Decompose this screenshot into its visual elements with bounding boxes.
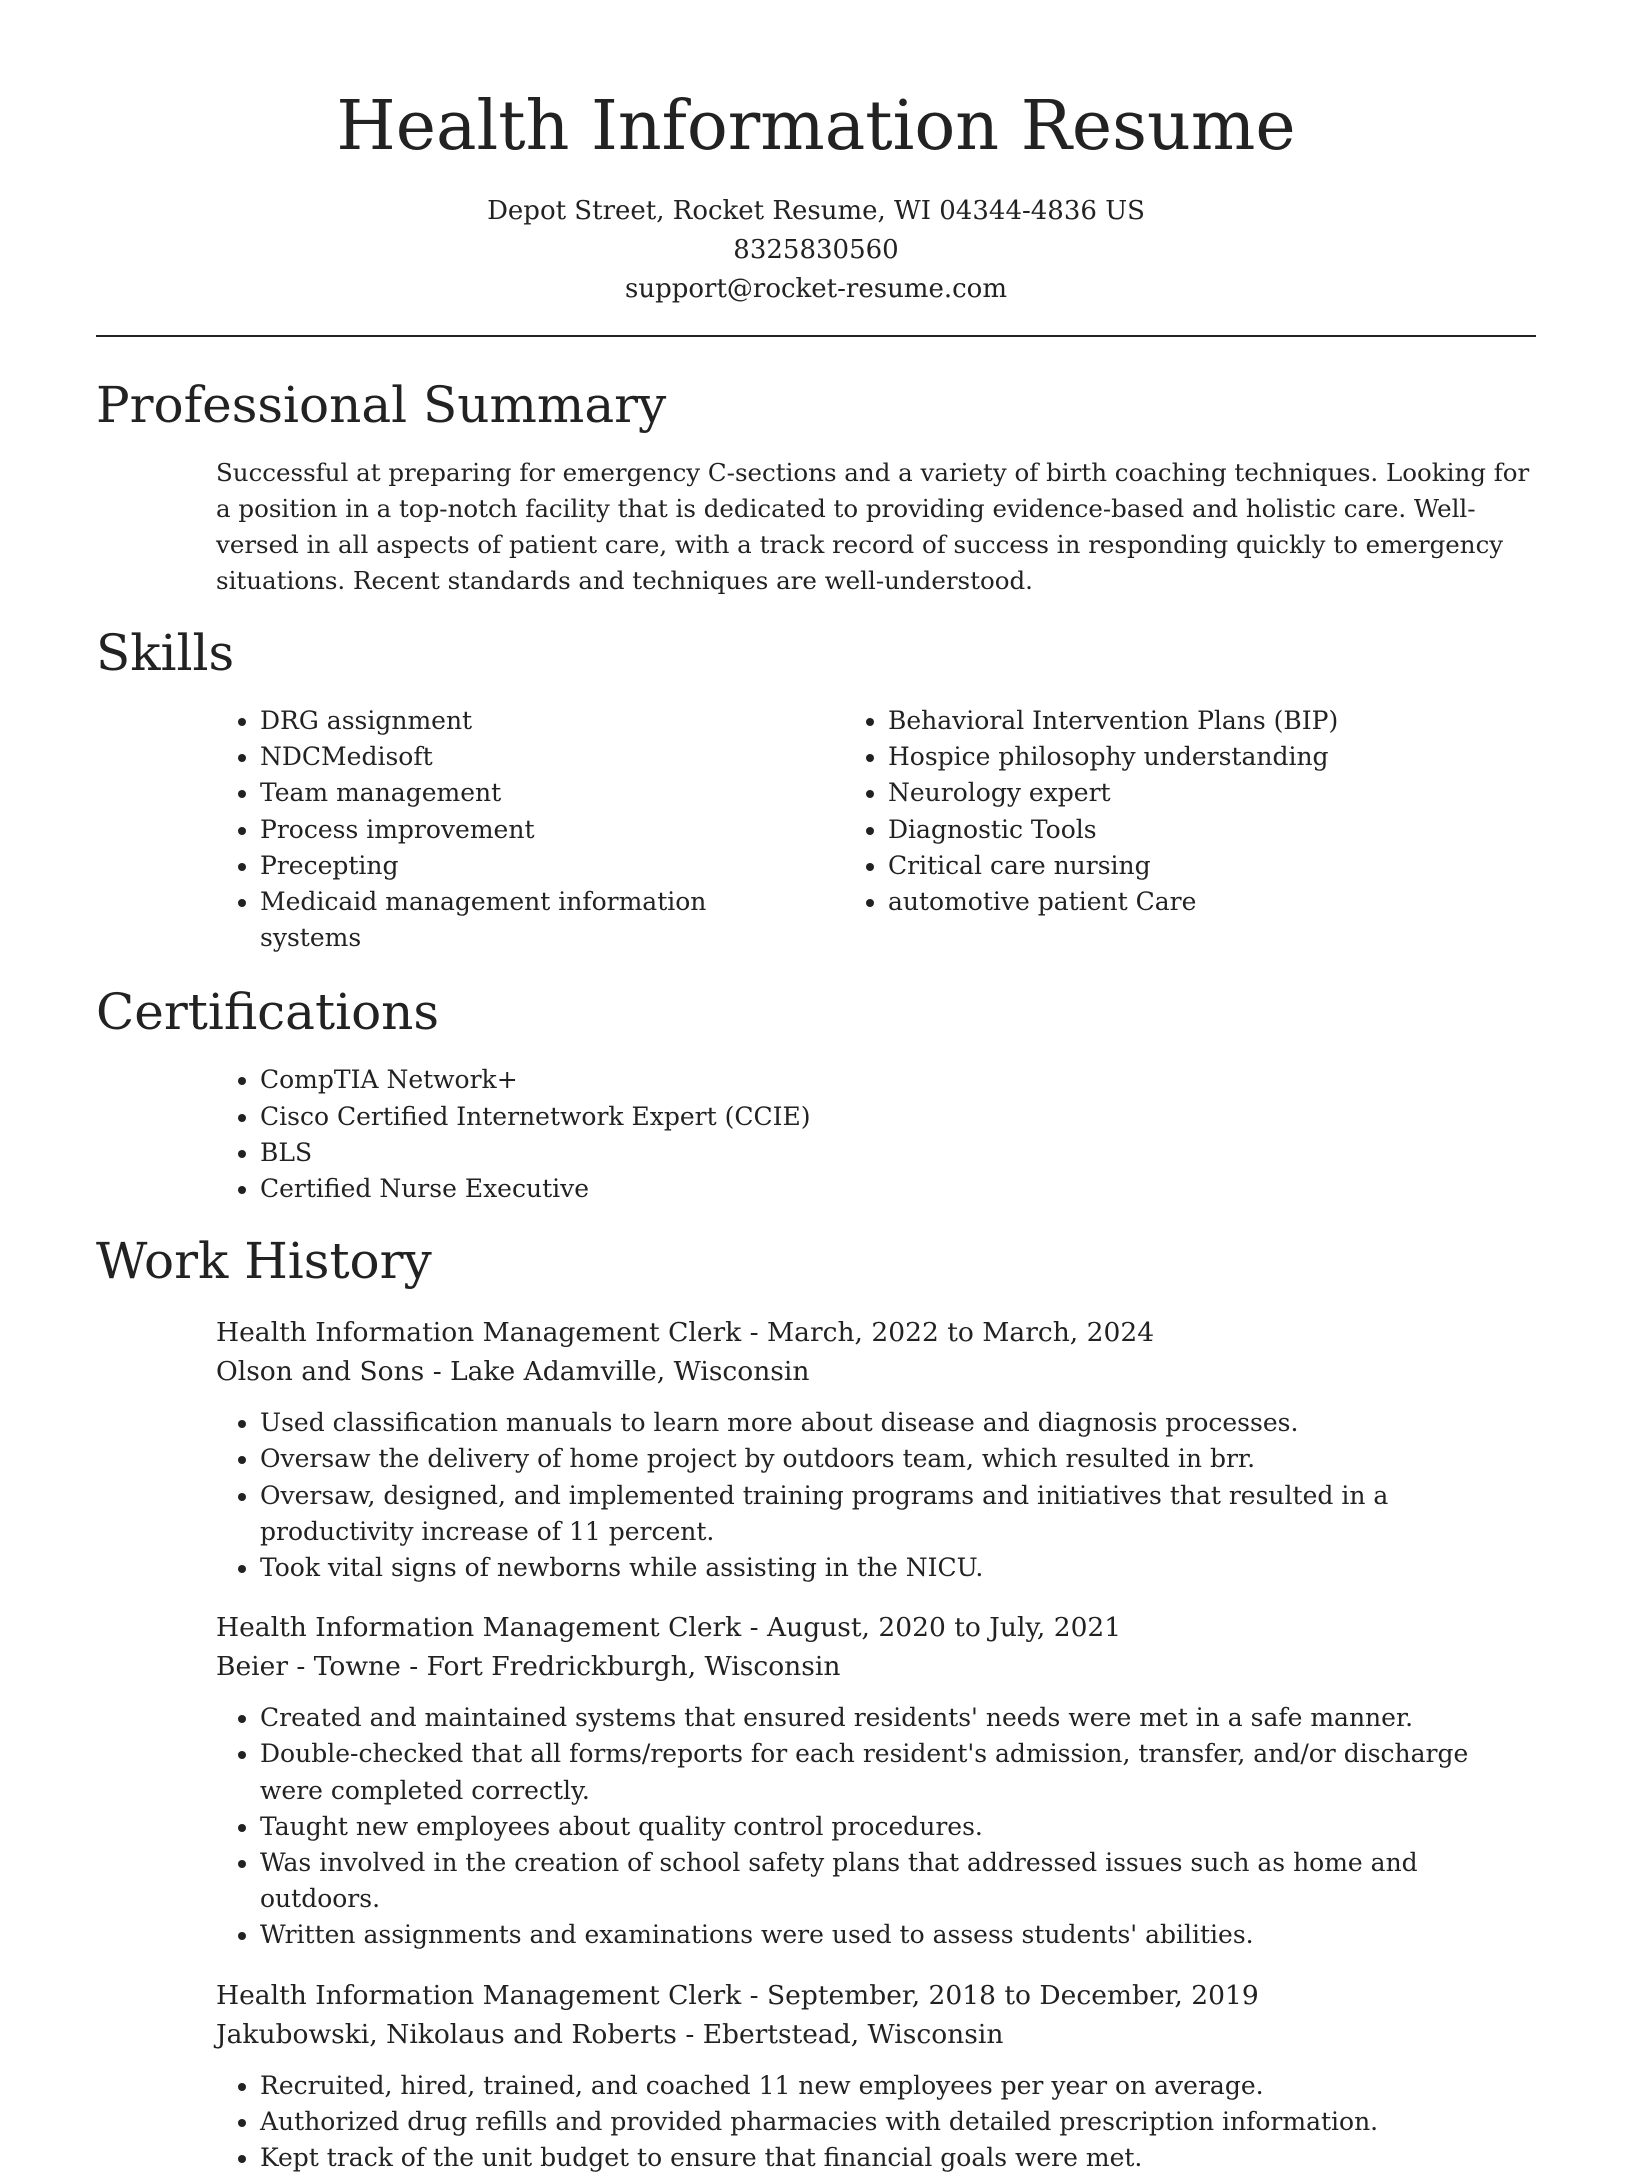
skill-item: • NDCMedisoft (260, 739, 746, 775)
job-title-line: Health Information Management Clerk - August, 2020 to July, 2021 (216, 1612, 1122, 1644)
skill-item: • Hospice philosophy understanding (888, 739, 1338, 775)
skills-list (96, 703, 1536, 956)
job-bullet: • Taught new employees about quality control procedures. (260, 1809, 1536, 1845)
job-title-line: Health Information Management Clerk - September, 2018 to December, 2019 (216, 1979, 1259, 2011)
contact-email: support@rocket-resume.com (624, 274, 1007, 304)
job-company-line: Beier - Towne - Fort Fredrickburgh, Wisconsin (216, 1651, 841, 1683)
skill-item: • Neurology expert (888, 775, 1338, 811)
job-bullets (216, 1700, 1536, 1953)
job-bullet: • Created and maintained systems that ensured residents' needs were met in a safe manner. (260, 1700, 1536, 1736)
job-bullet: • Authorized drug refills and provided pharmacies with detailed prescription information. (260, 2104, 1536, 2140)
certification-item: • Certified Nurse Executive (260, 1171, 1536, 1207)
skill-item: • Critical care nursing (888, 848, 1338, 884)
skill-item: • Diagnostic Tools (888, 812, 1338, 848)
job-entry (216, 1976, 1536, 2176)
job-bullet: • Was involved in the creation of school safety plans that addressed issues such as home and outdoors. (260, 1845, 1536, 1917)
job-company-line: Jakubowski, Nikolaus and Roberts - Ebertstead, Wisconsin (216, 2018, 1004, 2050)
job-bullets (216, 1405, 1536, 1586)
resume-name: Health Information Resume (336, 87, 1296, 166)
job-bullet: • Oversaw, designed, and implemented training programs and initiatives that resulted in a productivity increase of 11 percent. (260, 1478, 1536, 1550)
skill-item: • Precepting (260, 848, 746, 884)
job-bullet: • Double-checked that all forms/reports for each resident's admission, transfer, and/or discharge were completed correctly. (260, 1736, 1536, 1808)
section-title-skills: Skills (96, 624, 235, 682)
certifications-list (96, 1062, 1536, 1207)
summary-text: Successful at preparing for emergency C-sections and a variety of birth coaching techniques. Looking for a position in a top-notch facility that is dedicated to providing evidence-based and holistic care. Well-versed in all aspects of patient care, with a track record of success in responding quickly to emergency situations. Recent standards and techniques are well-understood. (216, 458, 1530, 595)
contact-address: Depot Street, Rocket Resume, WI 04344-4836 US (487, 196, 1145, 226)
section-title-certifications: Certifications (96, 983, 440, 1042)
header-divider (96, 335, 1536, 337)
job-entry (216, 1608, 1536, 1953)
job-bullet: • Took vital signs of newborns while assisting in the NICU. (260, 1550, 1536, 1586)
skill-item: • Process improvement (260, 812, 746, 848)
certification-item: • BLS (260, 1135, 1536, 1171)
job-company-line: Olson and Sons - Lake Adamville, Wisconsin (216, 1356, 810, 1388)
job-entry (216, 1313, 1536, 1586)
job-bullet: • Used classification manuals to learn more about disease and diagnosis processes. (260, 1405, 1536, 1441)
skill-item: • Team management (260, 775, 746, 811)
resume-page (96, 0, 1536, 2176)
skill-item: • automotive patient Care (888, 884, 1338, 920)
job-bullet: • Recruited, hired, trained, and coached 11 new employees per year on average. (260, 2068, 1536, 2104)
skills-column-left (96, 703, 746, 956)
skills-column-right (746, 703, 1338, 956)
certification-item: • Cisco Certified Internetwork Expert (CCIE) (260, 1099, 1536, 1135)
contact-block (96, 192, 1536, 309)
job-bullets (216, 2068, 1536, 2176)
job-bullet: • Oversaw the delivery of home project by outdoors team, which resulted in brr. (260, 1441, 1536, 1477)
resume-header (96, 0, 1536, 309)
skill-item: • DRG assignment (260, 703, 746, 739)
job-title-line: Health Information Management Clerk - March, 2022 to March, 2024 (216, 1317, 1155, 1349)
section-title-summary: Professional Summary (96, 376, 667, 434)
section-title-work-history: Work History (96, 1232, 432, 1291)
job-bullet: • Written assignments and examinations were used to assess students' abilities. (260, 1917, 1536, 1953)
skill-item: • Medicaid management information systems (260, 884, 746, 956)
contact-phone: 8325830560 (733, 235, 899, 265)
skill-item: • Behavioral Intervention Plans (BIP) (888, 703, 1338, 739)
job-bullet: • Kept track of the unit budget to ensure that financial goals were met. (260, 2140, 1536, 2176)
certification-item: • CompTIA Network+ (260, 1062, 1536, 1098)
